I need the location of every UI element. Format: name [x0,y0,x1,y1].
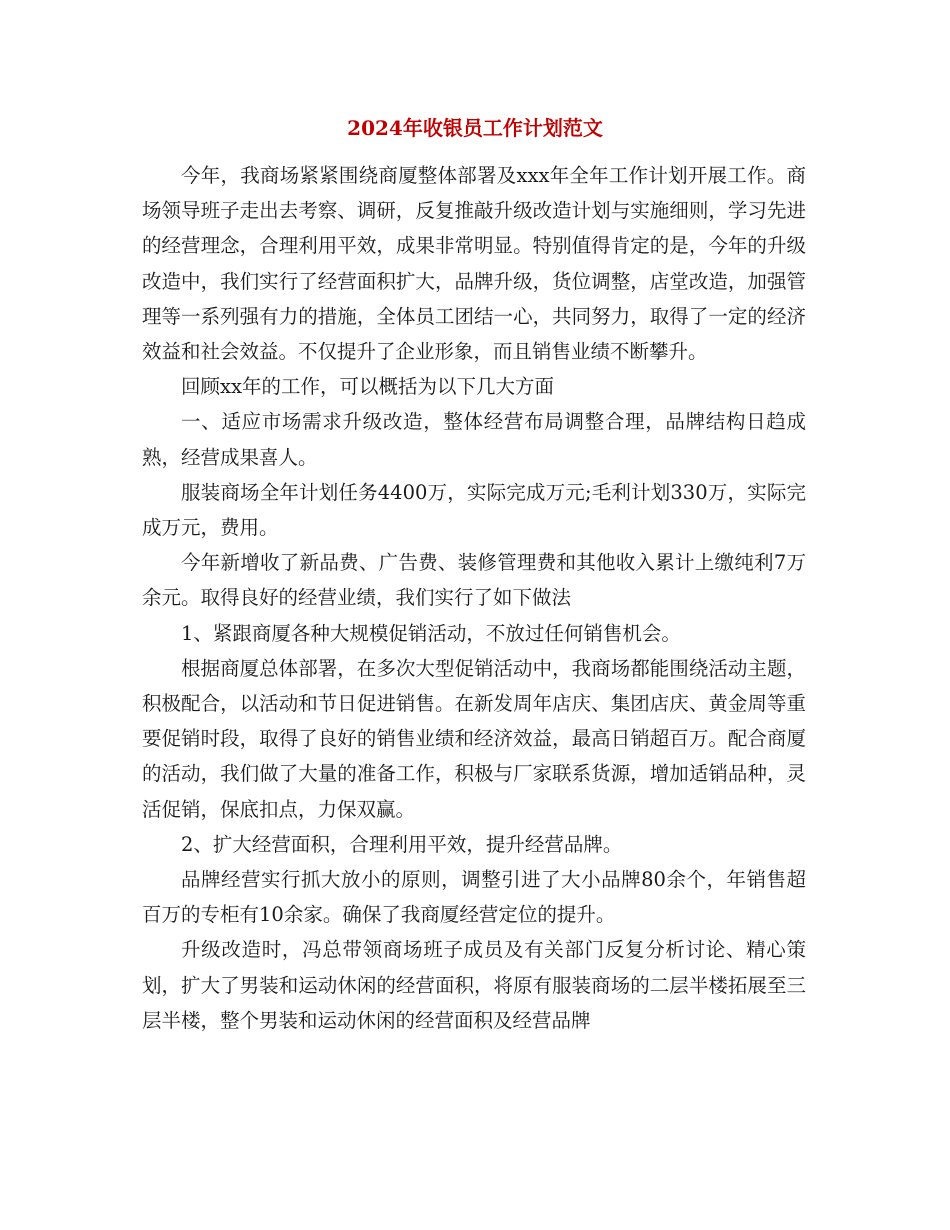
subsection-heading: 2、扩大经营面积，合理利用平效，提升经营品牌。 [181,832,623,856]
body-paragraph: 今年新增收了新品费、广告费、装修管理费和其他收入累计上缴纯利7万余元。取得良好的经营业绩，我们实行了如下做法 [142,551,806,610]
document-title: 2024年收银员工作计划范文 [347,116,603,140]
body-paragraph: 根据商厦总体部署，在多次大型促销活动中，我商场都能围绕活动主题，积极配合，以活动和节日促进销售。在新发周年店庆、集团店庆、黄金周等重要促销时段，取得了良好的销售业绩和经济效益，最高日销超百万。配合商厦的活动，我们做了大量的准备工作，积极与厂家联系货源，增加适销品种，灵活促销，保底扣点，力保双赢。 [142,656,806,821]
body-paragraph: 回顾xx年的工作，可以概括为以下几大方面 [181,375,554,399]
body-paragraph: 今年，我商场紧紧围绕商厦整体部署及xxx年全年工作计划开展工作。商场领导班子走出去考察、调研，反复推敲升级改造计划与实施细则，学习先进的经营理念，合理利用平效，成果非常明显。特别值得肯定的是，今年的升级改造中，我们实行了经营面积扩大，品牌升级，货位调整，店堂改造，加强管理等一系列强有力的措施，全体员工团结一心，共同努力，取得了一定的经济效益和社会效益。不仅提升了企业形象，而且销售业绩不断攀升。 [142,164,806,364]
body-paragraph: 服装商场全年计划任务4400万，实际完成万元;毛利计划330万，实际完成万元，费用。 [142,480,806,540]
body-paragraph: 品牌经营实行抓大放小的原则，调整引进了大小品牌80余个，年销售超百万的专柜有10余家。确保了我商厦经营定位的提升。 [142,868,806,927]
body-paragraph: 升级改造时，冯总带领商场班子成员及有关部门反复分析讨论、精心策划，扩大了男装和运动休闲的经营面积，将原有服装商场的二层半楼拓展至三层半楼，整个男装和运动休闲的经营面积及经营品牌 [142,938,806,1032]
section-heading: 一、适应市场需求升级改造，整体经营布局调整合理，品牌结构日趋成熟，经营成果喜人。 [142,410,806,469]
subsection-heading: 1、紧跟商厦各种大规模促销活动，不放过任何销售机会。 [181,621,681,645]
document-body [142,158,806,1038]
